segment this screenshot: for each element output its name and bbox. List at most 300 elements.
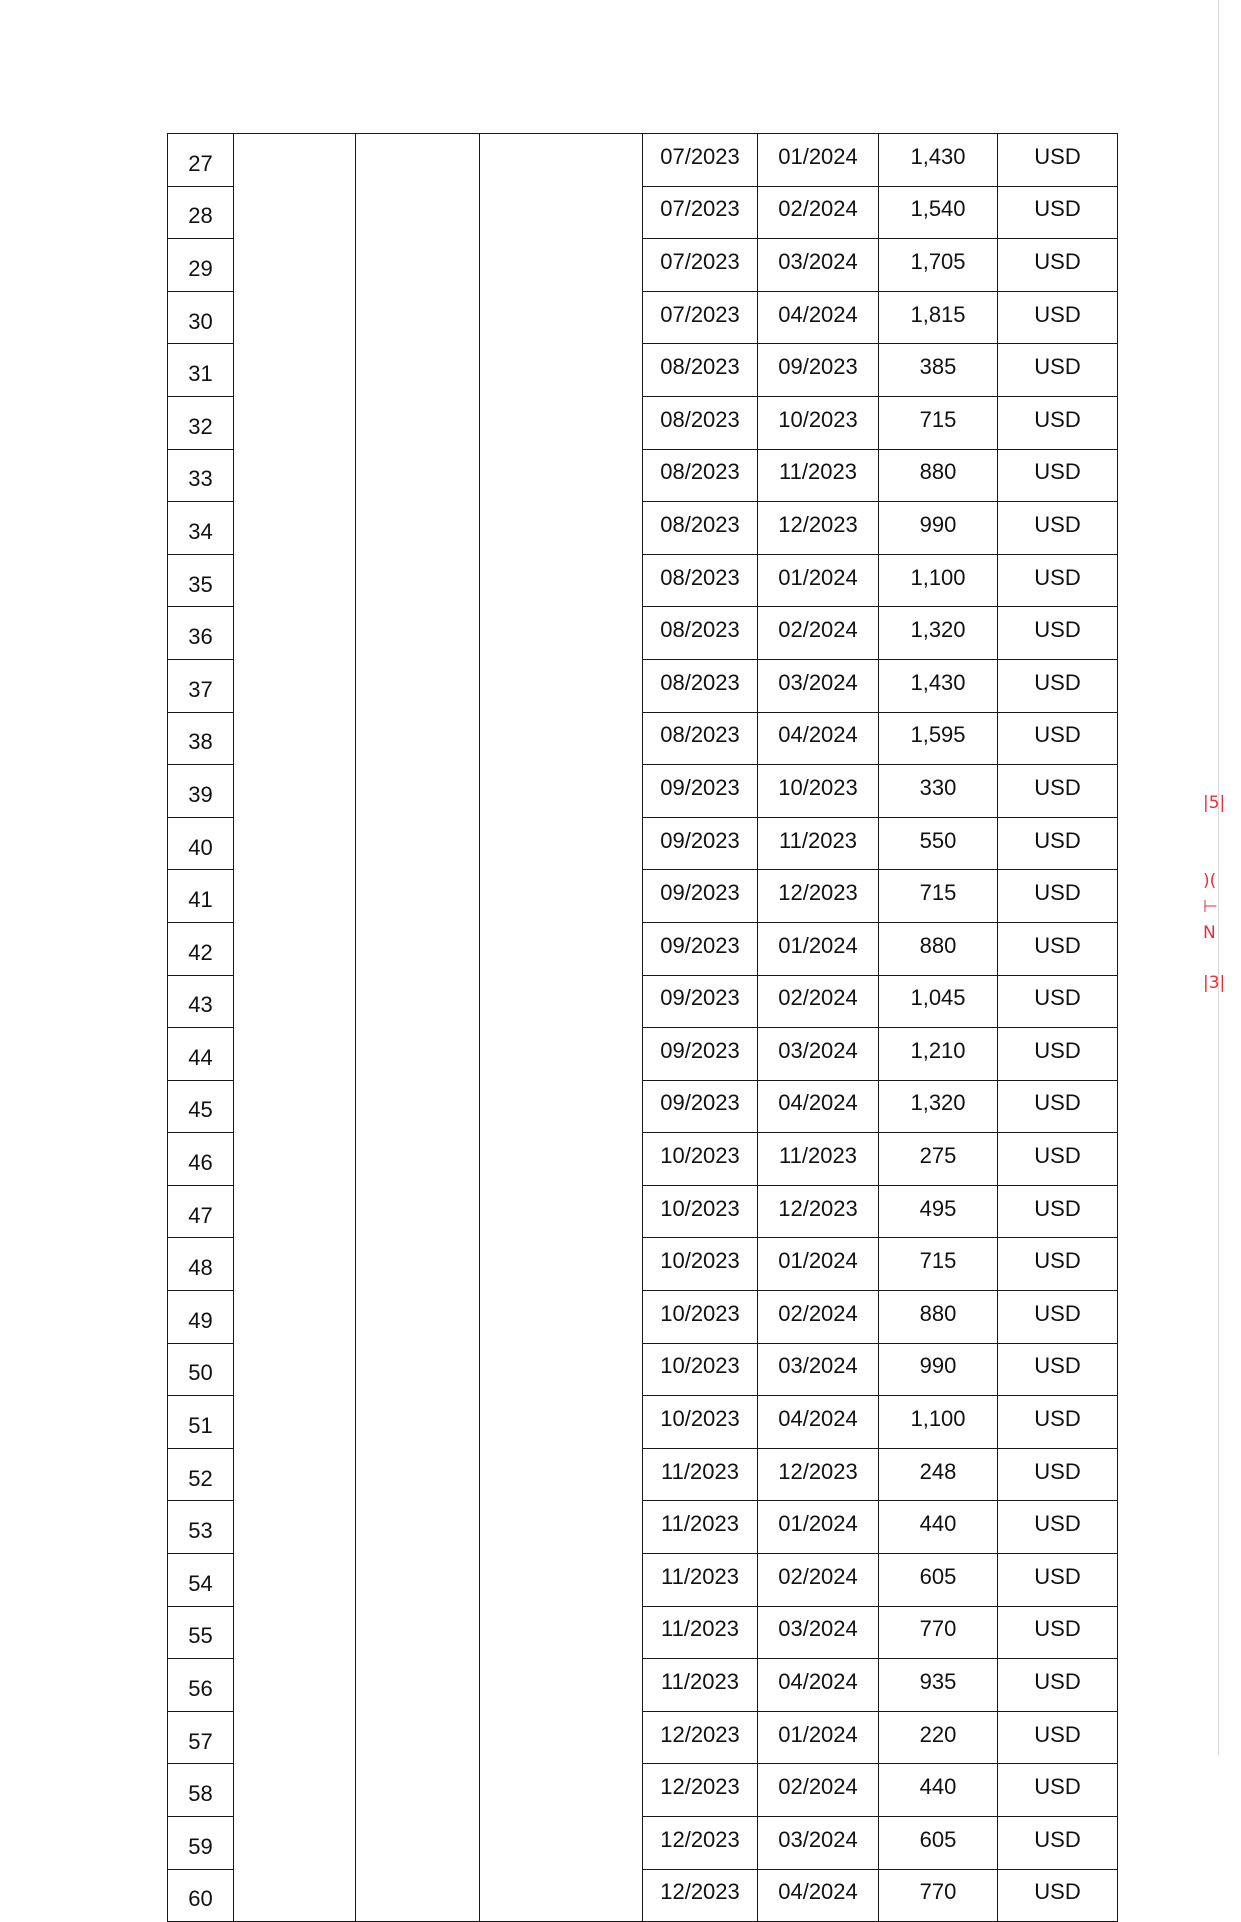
start-month-cell: 11/2023 [643, 1606, 758, 1659]
start-month-cell: 12/2023 [643, 1711, 758, 1764]
blank-cell-col4 [480, 1817, 643, 1870]
row-number-cell: 38 [168, 712, 234, 765]
blank-cell-col4 [480, 870, 643, 923]
blank-cell-col3 [356, 291, 480, 344]
currency-cell: USD [998, 712, 1118, 765]
amount-cell: 248 [879, 1448, 998, 1501]
blank-cell-col3 [356, 712, 480, 765]
start-month-cell: 11/2023 [643, 1659, 758, 1712]
end-month-cell: 09/2023 [758, 344, 879, 397]
row-number-cell: 53 [168, 1501, 234, 1554]
table-row [168, 1764, 1118, 1817]
amount-cell: 1,100 [879, 554, 998, 607]
blank-cell-col2 [234, 975, 356, 1028]
blank-cell-col4 [480, 922, 643, 975]
row-number-cell: 47 [168, 1185, 234, 1238]
row-number-cell: 32 [168, 396, 234, 449]
amount-cell: 770 [879, 1869, 998, 1922]
row-number-cell: 58 [168, 1764, 234, 1817]
end-month-cell: 03/2024 [758, 1817, 879, 1870]
table-row [168, 659, 1118, 712]
amount-cell: 1,430 [879, 659, 998, 712]
end-month-cell: 03/2024 [758, 239, 879, 292]
row-number-cell: 36 [168, 607, 234, 660]
red-margin-stamp [1203, 795, 1229, 1035]
blank-cell-col3 [356, 765, 480, 818]
table-row [168, 1554, 1118, 1607]
blank-cell-col4 [480, 975, 643, 1028]
end-month-cell: 04/2024 [758, 712, 879, 765]
row-number-cell: 60 [168, 1869, 234, 1922]
amount-cell: 715 [879, 870, 998, 923]
blank-cell-col3 [356, 554, 480, 607]
blank-cell-col2 [234, 1396, 356, 1449]
row-number-cell: 45 [168, 1080, 234, 1133]
currency-cell: USD [998, 396, 1118, 449]
row-number-cell: 41 [168, 870, 234, 923]
blank-cell-col2 [234, 396, 356, 449]
row-number-cell: 44 [168, 1028, 234, 1081]
table-row [168, 1606, 1118, 1659]
blank-cell-col3 [356, 659, 480, 712]
table-row [168, 1291, 1118, 1344]
amount-cell: 770 [879, 1606, 998, 1659]
blank-cell-col3 [356, 449, 480, 502]
end-month-cell: 12/2023 [758, 502, 879, 555]
currency-cell: USD [998, 554, 1118, 607]
row-number-cell: 34 [168, 502, 234, 555]
blank-cell-col4 [480, 1185, 643, 1238]
blank-cell-col3 [356, 922, 480, 975]
blank-cell-col3 [356, 1501, 480, 1554]
start-month-cell: 09/2023 [643, 922, 758, 975]
table-row [168, 1396, 1118, 1449]
blank-cell-col3 [356, 1185, 480, 1238]
blank-cell-col2 [234, 607, 356, 660]
blank-cell-col2 [234, 1448, 356, 1501]
blank-cell-col2 [234, 134, 356, 187]
table-row [168, 817, 1118, 870]
start-month-cell: 09/2023 [643, 817, 758, 870]
blank-cell-col3 [356, 134, 480, 187]
amount-cell: 220 [879, 1711, 998, 1764]
table-row [168, 1659, 1118, 1712]
start-month-cell: 10/2023 [643, 1238, 758, 1291]
currency-cell: USD [998, 765, 1118, 818]
amount-cell: 495 [879, 1185, 998, 1238]
start-month-cell: 07/2023 [643, 291, 758, 344]
start-month-cell: 10/2023 [643, 1185, 758, 1238]
row-number-cell: 55 [168, 1606, 234, 1659]
currency-cell: USD [998, 1238, 1118, 1291]
end-month-cell: 12/2023 [758, 1448, 879, 1501]
start-month-cell: 08/2023 [643, 554, 758, 607]
currency-cell: USD [998, 1606, 1118, 1659]
start-month-cell: 10/2023 [643, 1291, 758, 1344]
blank-cell-col4 [480, 1080, 643, 1133]
margin-mark: N [1203, 923, 1216, 943]
blank-cell-col3 [356, 1291, 480, 1344]
amount-cell: 1,540 [879, 186, 998, 239]
amount-cell: 330 [879, 765, 998, 818]
blank-cell-col2 [234, 1869, 356, 1922]
blank-cell-col4 [480, 1711, 643, 1764]
amount-cell: 880 [879, 449, 998, 502]
start-month-cell: 08/2023 [643, 712, 758, 765]
end-month-cell: 04/2024 [758, 1080, 879, 1133]
blank-cell-col3 [356, 396, 480, 449]
blank-cell-col3 [356, 1764, 480, 1817]
table-row [168, 239, 1118, 292]
blank-cell-col2 [234, 922, 356, 975]
end-month-cell: 02/2024 [758, 186, 879, 239]
blank-cell-col3 [356, 817, 480, 870]
blank-cell-col4 [480, 659, 643, 712]
blank-cell-col4 [480, 607, 643, 660]
end-month-cell: 01/2024 [758, 922, 879, 975]
table-row [168, 502, 1118, 555]
currency-cell: USD [998, 239, 1118, 292]
amount-cell: 440 [879, 1764, 998, 1817]
blank-cell-col4 [480, 1133, 643, 1186]
blank-cell-col4 [480, 1764, 643, 1817]
start-month-cell: 11/2023 [643, 1448, 758, 1501]
blank-cell-col2 [234, 765, 356, 818]
currency-cell: USD [998, 1396, 1118, 1449]
blank-cell-col2 [234, 502, 356, 555]
end-month-cell: 01/2024 [758, 1238, 879, 1291]
blank-cell-col3 [356, 1396, 480, 1449]
blank-cell-col2 [234, 1764, 356, 1817]
start-month-cell: 08/2023 [643, 396, 758, 449]
row-number-cell: 42 [168, 922, 234, 975]
table-row [168, 1028, 1118, 1081]
table-row [168, 1343, 1118, 1396]
end-month-cell: 03/2024 [758, 1606, 879, 1659]
row-number-cell: 31 [168, 344, 234, 397]
start-month-cell: 08/2023 [643, 659, 758, 712]
currency-cell: USD [998, 1291, 1118, 1344]
amount-cell: 275 [879, 1133, 998, 1186]
start-month-cell: 09/2023 [643, 765, 758, 818]
amount-cell: 880 [879, 922, 998, 975]
currency-cell: USD [998, 922, 1118, 975]
amount-cell: 605 [879, 1554, 998, 1607]
currency-cell: USD [998, 1869, 1118, 1922]
table-body [168, 134, 1118, 1922]
currency-cell: USD [998, 502, 1118, 555]
row-number-cell: 51 [168, 1396, 234, 1449]
row-number-cell: 33 [168, 449, 234, 502]
amount-cell: 990 [879, 502, 998, 555]
blank-cell-col4 [480, 239, 643, 292]
row-number-cell: 43 [168, 975, 234, 1028]
currency-cell: USD [998, 1501, 1118, 1554]
amount-cell: 715 [879, 1238, 998, 1291]
table-row [168, 1238, 1118, 1291]
blank-cell-col2 [234, 1554, 356, 1607]
blank-cell-col3 [356, 870, 480, 923]
row-number-cell: 50 [168, 1343, 234, 1396]
blank-cell-col4 [480, 1869, 643, 1922]
blank-cell-col3 [356, 1817, 480, 1870]
start-month-cell: 10/2023 [643, 1343, 758, 1396]
blank-cell-col2 [234, 817, 356, 870]
blank-cell-col4 [480, 1448, 643, 1501]
blank-cell-col2 [234, 1711, 356, 1764]
table-row [168, 186, 1118, 239]
blank-cell-col3 [356, 502, 480, 555]
margin-mark: |3| [1203, 973, 1226, 993]
end-month-cell: 01/2024 [758, 554, 879, 607]
table-row [168, 1817, 1118, 1870]
end-month-cell: 10/2023 [758, 765, 879, 818]
start-month-cell: 07/2023 [643, 239, 758, 292]
amount-cell: 1,705 [879, 239, 998, 292]
start-month-cell: 09/2023 [643, 1080, 758, 1133]
blank-cell-col3 [356, 1343, 480, 1396]
currency-cell: USD [998, 1817, 1118, 1870]
currency-cell: USD [998, 870, 1118, 923]
blank-cell-col4 [480, 1028, 643, 1081]
blank-cell-col3 [356, 1554, 480, 1607]
amount-cell: 990 [879, 1343, 998, 1396]
row-number-cell: 56 [168, 1659, 234, 1712]
start-month-cell: 10/2023 [643, 1133, 758, 1186]
amount-cell: 1,815 [879, 291, 998, 344]
blank-cell-col3 [356, 1448, 480, 1501]
table-row [168, 1185, 1118, 1238]
currency-cell: USD [998, 1448, 1118, 1501]
table-row [168, 291, 1118, 344]
end-month-cell: 03/2024 [758, 1343, 879, 1396]
blank-cell-col2 [234, 1501, 356, 1554]
currency-cell: USD [998, 1028, 1118, 1081]
blank-cell-col2 [234, 1817, 356, 1870]
amount-cell: 1,320 [879, 607, 998, 660]
currency-cell: USD [998, 607, 1118, 660]
blank-cell-col2 [234, 1080, 356, 1133]
blank-cell-col3 [356, 1869, 480, 1922]
row-number-cell: 40 [168, 817, 234, 870]
start-month-cell: 09/2023 [643, 870, 758, 923]
table-row [168, 712, 1118, 765]
amount-cell: 440 [879, 1501, 998, 1554]
table-row [168, 607, 1118, 660]
table-row [168, 870, 1118, 923]
currency-cell: USD [998, 1343, 1118, 1396]
end-month-cell: 02/2024 [758, 607, 879, 660]
allowance-schedule-table [167, 133, 1118, 1922]
start-month-cell: 09/2023 [643, 975, 758, 1028]
row-number-cell: 35 [168, 554, 234, 607]
currency-cell: USD [998, 659, 1118, 712]
blank-cell-col4 [480, 554, 643, 607]
blank-cell-col4 [480, 817, 643, 870]
table-row [168, 1080, 1118, 1133]
amount-cell: 880 [879, 1291, 998, 1344]
row-number-cell: 49 [168, 1291, 234, 1344]
table-row [168, 1711, 1118, 1764]
blank-cell-col4 [480, 502, 643, 555]
end-month-cell: 03/2024 [758, 659, 879, 712]
start-month-cell: 11/2023 [643, 1501, 758, 1554]
blank-cell-col2 [234, 344, 356, 397]
row-number-cell: 59 [168, 1817, 234, 1870]
blank-cell-col4 [480, 186, 643, 239]
margin-mark: )( [1203, 871, 1217, 891]
currency-cell: USD [998, 1554, 1118, 1607]
row-number-cell: 39 [168, 765, 234, 818]
blank-cell-col2 [234, 449, 356, 502]
end-month-cell: 12/2023 [758, 1185, 879, 1238]
row-number-cell: 57 [168, 1711, 234, 1764]
start-month-cell: 08/2023 [643, 607, 758, 660]
amount-cell: 1,595 [879, 712, 998, 765]
blank-cell-col3 [356, 1028, 480, 1081]
table-row [168, 344, 1118, 397]
amount-cell: 715 [879, 396, 998, 449]
blank-cell-col4 [480, 449, 643, 502]
blank-cell-col4 [480, 1501, 643, 1554]
blank-cell-col4 [480, 1554, 643, 1607]
blank-cell-col2 [234, 1028, 356, 1081]
end-month-cell: 01/2024 [758, 134, 879, 187]
currency-cell: USD [998, 134, 1118, 187]
start-month-cell: 08/2023 [643, 502, 758, 555]
end-month-cell: 01/2024 [758, 1711, 879, 1764]
currency-cell: USD [998, 449, 1118, 502]
table-row [168, 554, 1118, 607]
table-row [168, 1133, 1118, 1186]
row-number-cell: 30 [168, 291, 234, 344]
end-month-cell: 11/2023 [758, 449, 879, 502]
blank-cell-col4 [480, 1238, 643, 1291]
row-number-cell: 48 [168, 1238, 234, 1291]
blank-cell-col3 [356, 344, 480, 397]
start-month-cell: 09/2023 [643, 1028, 758, 1081]
amount-cell: 385 [879, 344, 998, 397]
end-month-cell: 02/2024 [758, 1291, 879, 1344]
blank-cell-col2 [234, 1343, 356, 1396]
blank-cell-col2 [234, 870, 356, 923]
blank-cell-col3 [356, 239, 480, 292]
currency-cell: USD [998, 1711, 1118, 1764]
blank-cell-col2 [234, 186, 356, 239]
start-month-cell: 07/2023 [643, 186, 758, 239]
blank-cell-col3 [356, 1711, 480, 1764]
blank-cell-col3 [356, 1606, 480, 1659]
start-month-cell: 08/2023 [643, 344, 758, 397]
blank-cell-col2 [234, 712, 356, 765]
blank-cell-col3 [356, 607, 480, 660]
blank-cell-col4 [480, 1291, 643, 1344]
blank-cell-col4 [480, 344, 643, 397]
currency-cell: USD [998, 186, 1118, 239]
end-month-cell: 04/2024 [758, 1869, 879, 1922]
blank-cell-col3 [356, 1080, 480, 1133]
row-number-cell: 27 [168, 134, 234, 187]
table-row [168, 396, 1118, 449]
blank-cell-col2 [234, 1238, 356, 1291]
end-month-cell: 11/2023 [758, 817, 879, 870]
blank-cell-col4 [480, 1659, 643, 1712]
blank-cell-col2 [234, 291, 356, 344]
table-row [168, 975, 1118, 1028]
end-month-cell: 04/2024 [758, 291, 879, 344]
blank-cell-col2 [234, 239, 356, 292]
row-number-cell: 54 [168, 1554, 234, 1607]
blank-cell-col2 [234, 1606, 356, 1659]
blank-cell-col3 [356, 1133, 480, 1186]
blank-cell-col4 [480, 396, 643, 449]
blank-cell-col4 [480, 1396, 643, 1449]
blank-cell-col2 [234, 1185, 356, 1238]
table-row [168, 449, 1118, 502]
blank-cell-col2 [234, 554, 356, 607]
table-row [168, 1501, 1118, 1554]
end-month-cell: 04/2024 [758, 1396, 879, 1449]
currency-cell: USD [998, 1133, 1118, 1186]
blank-cell-col3 [356, 975, 480, 1028]
currency-cell: USD [998, 291, 1118, 344]
start-month-cell: 08/2023 [643, 449, 758, 502]
blank-cell-col2 [234, 1659, 356, 1712]
end-month-cell: 04/2024 [758, 1659, 879, 1712]
start-month-cell: 10/2023 [643, 1396, 758, 1449]
start-month-cell: 12/2023 [643, 1764, 758, 1817]
currency-cell: USD [998, 344, 1118, 397]
row-number-cell: 37 [168, 659, 234, 712]
currency-cell: USD [998, 975, 1118, 1028]
currency-cell: USD [998, 1080, 1118, 1133]
amount-cell: 1,045 [879, 975, 998, 1028]
currency-cell: USD [998, 1659, 1118, 1712]
amount-cell: 1,210 [879, 1028, 998, 1081]
margin-mark: ⊢ [1203, 897, 1218, 917]
row-number-cell: 29 [168, 239, 234, 292]
amount-cell: 1,100 [879, 1396, 998, 1449]
end-month-cell: 02/2024 [758, 975, 879, 1028]
currency-cell: USD [998, 1185, 1118, 1238]
currency-cell: USD [998, 817, 1118, 870]
row-number-cell: 52 [168, 1448, 234, 1501]
table-row [168, 1448, 1118, 1501]
blank-cell-col2 [234, 1133, 356, 1186]
currency-cell: USD [998, 1764, 1118, 1817]
amount-cell: 1,320 [879, 1080, 998, 1133]
blank-cell-col2 [234, 659, 356, 712]
blank-cell-col4 [480, 1343, 643, 1396]
end-month-cell: 12/2023 [758, 870, 879, 923]
amount-cell: 1,430 [879, 134, 998, 187]
end-month-cell: 01/2024 [758, 1501, 879, 1554]
start-month-cell: 11/2023 [643, 1554, 758, 1607]
end-month-cell: 11/2023 [758, 1133, 879, 1186]
row-number-cell: 46 [168, 1133, 234, 1186]
blank-cell-col4 [480, 1606, 643, 1659]
end-month-cell: 02/2024 [758, 1554, 879, 1607]
amount-cell: 935 [879, 1659, 998, 1712]
blank-cell-col4 [480, 712, 643, 765]
row-number-cell: 28 [168, 186, 234, 239]
start-month-cell: 12/2023 [643, 1869, 758, 1922]
blank-cell-col4 [480, 765, 643, 818]
blank-cell-col4 [480, 291, 643, 344]
blank-cell-col4 [480, 134, 643, 187]
table-row [168, 1869, 1118, 1922]
table-row [168, 765, 1118, 818]
